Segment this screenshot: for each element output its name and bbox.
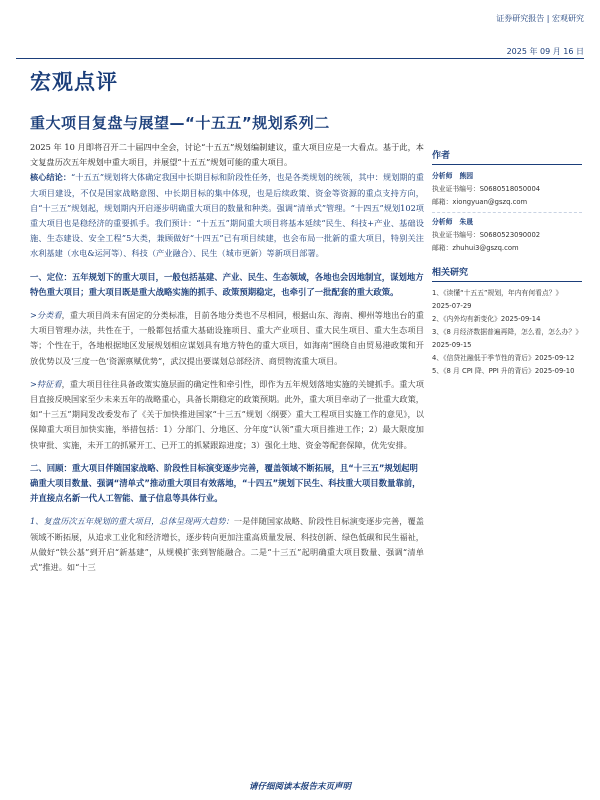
author-email[interactable]: 邮箱：zhuhui3@gszq.com bbox=[432, 244, 519, 252]
author-name: 熊园 bbox=[459, 172, 474, 180]
section2-para1-text: 一是伴随国家战略、阶段性目标演变逐步完善，覆盖领域不断拓展，从追求工业化和经济增长，逐步转向更加注重高质量发展、科技创新、绿色低碳和民生福祉，从做好“铁公基”到开启“新基建”，从规模扩张到智能融合。二是“十三五”起明确重大项目数量、强调“清单式”推进。如“十三 bbox=[30, 516, 424, 573]
summary-paragraph bbox=[30, 170, 424, 261]
main-column bbox=[30, 140, 424, 575]
section1-para2-label: >特征看 bbox=[30, 378, 62, 389]
section1-heading: 一、定位：五年规划下的重大项目，一般包括基建、产业、民生、生态领域，各地也会因地制宜，谋划地方特色重大项目；重大项目既是重大战略实施的抓手、政策预期稳定，也牵引了一批配套的重大政策。 bbox=[30, 271, 424, 297]
author-block bbox=[432, 216, 582, 255]
sidebar bbox=[432, 148, 582, 378]
summary-text: “十五五”规划将大体确定我国中长期目标和阶段性任务，也是各类规划的统领，其中：规划期的重大项目建设，不仅是国家战略意图、中长期目标的集中体现，也是后续政策、资金等资源的重点支持方向，自“十三五”规划起，规划期内开启逐步明确重大项目的数量和种类。强调“清单式”管理。“十四五”规划102项重大项目也是稳经济的重要抓手。我们预计：“十五五”期间重大项目将基本延续“民生、科技+产业、基础设施、生态建设、安全工程”5大类，兼顾做好“十四五”已有项目续建，也会布局一批新的重大项目，特别关注水利基建（水电&运河等）、科技（产业融合）、民生（城市更新）等新项目部署。 bbox=[30, 172, 424, 259]
section2-para1-label: 1、复盘历次五年规划的重大项目，总体呈现两大趋势： bbox=[30, 516, 234, 527]
author-role: 分析师 bbox=[432, 218, 453, 226]
section2-heading: 二、回顾：重大项目伴随国家战略、阶段性目标演变逐步完善，覆盖领域不断拓展，且“十三五”规划起明确重大项目数量、强调“清单式”推动重大项目有效落地，“十四五”规划下民生、科技重大项目数量靠前，并直接点名新一代人工智能、量子信息等具体行业。 bbox=[30, 462, 421, 504]
author-cert: 执业证书编号：S0680523090002 bbox=[432, 231, 541, 239]
section1-para2-text: ，重大项目往往具备政策实施层面的确定性和牵引性，即作为五年规划落地实施的关键抓手。重大项目直接反映国家至少未来五年的战略重心，具备长期稳定的政策预期。此外，重大项目牵动了一批重大政策，如“十三五”期间发改委发布了《关于加快推进国家“十三五”规划〈纲要〉重大工程项目实施工作的意见》，以保障重大项目加快实施，举措包括：1）分部门、分地区、分年度“认领”重大项目推进工作；2）最大限度加快审批、实施，未开工的抓紧开工、已开工的抓紧跟踪进度；3）强化土地、资金等配套保障，优先安排。 bbox=[30, 378, 424, 450]
author-email[interactable]: 邮箱：xiongyuan@gszq.com bbox=[432, 198, 528, 206]
report-subtitle: 重大项目复盘与展望—“十五五”规划系列二 bbox=[30, 114, 330, 132]
section2-para1 bbox=[30, 514, 424, 575]
section1-para1 bbox=[30, 308, 424, 369]
related-item[interactable]: 3、《8 月经济数据普遍再降，怎么看，怎么办？》2025-09-15 bbox=[432, 328, 579, 349]
section1-para2 bbox=[30, 377, 424, 453]
author-cert: 执业证书编号：S0680518050004 bbox=[432, 185, 541, 193]
lead-paragraph: 2025 年 10 月即将召开二十届四中全会，讨论“十五五”规划编制建议，重大项目应是一大看点。基于此，本文复盘历次五年规划中重大项目，并展望“十五五”规划可能的重大项目。 bbox=[30, 142, 424, 168]
related-item[interactable]: 1、《读懂“十五五”规划，年内有何看点？》2025-07-29 bbox=[432, 289, 563, 310]
author-role: 分析师 bbox=[432, 172, 453, 180]
related-heading: 相关研究 bbox=[432, 265, 582, 282]
summary-label: 核心结论： bbox=[30, 172, 72, 183]
author-name: 朱晟 bbox=[459, 218, 474, 226]
authors-heading: 作者 bbox=[432, 148, 582, 165]
report-date: 2025 年 09 月 16 日 bbox=[506, 47, 584, 56]
author-block bbox=[432, 170, 582, 209]
related-item[interactable]: 2、《内外均有新变化》2025-09-14 bbox=[432, 315, 541, 323]
section1-para1-text: ，重大项目尚未有固定的分类标准，目前各地分类也不尽相同，根据山东、海南、柳州等地出台的重大项目管理办法，共性在于，一般都包括重大基础设施项目、重大产业项目、重大民生项目、重大生态项目等；个性在于，各地根据地区发展规划相应谋划具有地方特色的重大项目，如海南“围绕自由贸易港政策和开放优势以及‘三度一色’资源禀赋优势”，武汉提出要谋划总部经济、商贸物流重大项目。 bbox=[30, 310, 424, 366]
related-list bbox=[432, 287, 582, 378]
header-divider bbox=[16, 58, 584, 59]
section1-para1-label: >分类看 bbox=[30, 310, 62, 321]
related-item[interactable]: 5、《8 月 CPI 降、PPI 升的背后》2025-09-10 bbox=[432, 367, 575, 375]
related-item[interactable]: 4、《信贷社融低于季节性的背后》2025-09-12 bbox=[432, 354, 575, 362]
footer-disclaimer: 请仔细阅读本报告末页声明 bbox=[248, 782, 351, 792]
header-right-title: 证券研究报告 | 宏观研究 bbox=[496, 14, 584, 23]
page-title: 宏观点评 bbox=[30, 70, 118, 94]
